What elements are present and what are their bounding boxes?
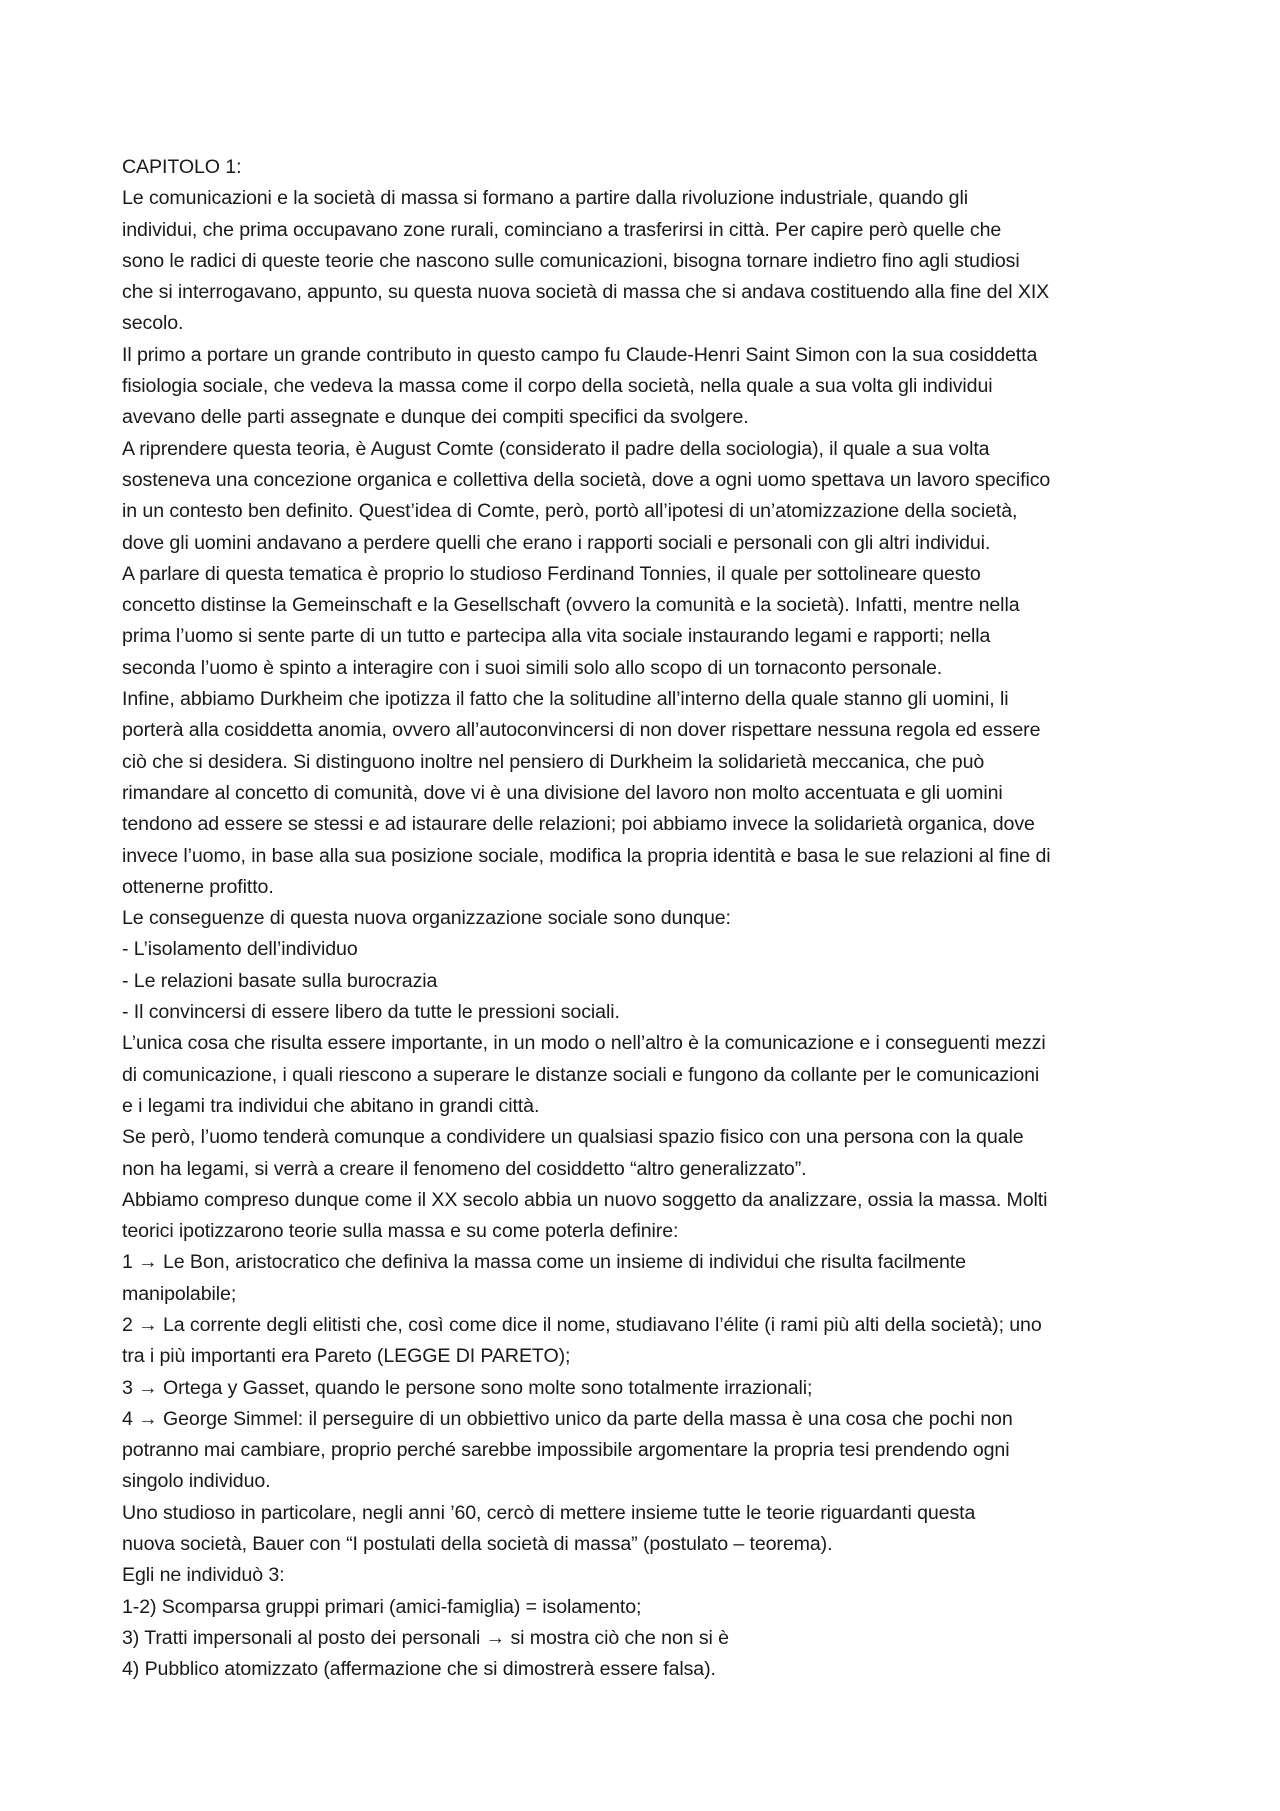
text-line: dove gli uomini andavano a perdere quelli che erano i rapporti sociali e personali con gli altri individui. bbox=[122, 531, 991, 554]
text-line: Infine, abbiamo Durkheim che ipotizza il fatto che la solitudine all’interno della quale stanno gli uomini, li bbox=[122, 688, 1009, 711]
text-line: A riprendere questa teoria, è August Comte (considerato il padre della sociologia), il quale a sua volta bbox=[122, 437, 990, 460]
text-line: L’unica cosa che risulta essere importante, in un modo o nell’altro è la comunicazione e i conseguenti mezzi bbox=[122, 1032, 1046, 1055]
text-line: teorici ipotizzarono teorie sulla massa e su come poterla definire: bbox=[122, 1220, 679, 1243]
text-line: Le conseguenze di questa nuova organizzazione sociale sono dunque: bbox=[122, 907, 731, 930]
text-line: 2 → La corrente degli elitisti che, così come dice il nome, studiavano l’élite (i rami più alti della società); uno bbox=[122, 1313, 1042, 1336]
text-line: 3 → Ortega y Gasset, quando le persone sono molte sono totalmente irrazionali; bbox=[122, 1376, 813, 1399]
text-line: 4 → George Simmel: il perseguire di un obbiettivo unico da parte della massa è una cosa che pochi non bbox=[122, 1407, 1013, 1430]
text-line: e i legami tra individui che abitano in grandi città. bbox=[122, 1094, 540, 1117]
text-line: concetto distinse la Gemeinschaft e la Gesellschaft (ovvero la comunità e la società). Infatti, mentre nella bbox=[122, 594, 1020, 617]
text-line: sosteneva una concezione organica e collettiva della società, dove a ogni uomo spettava un lavoro specifico bbox=[122, 468, 1051, 491]
text-line: manipolabile; bbox=[122, 1282, 237, 1305]
text-line: fisiologia sociale, che vedeva la massa come il corpo della società, nella quale a sua volta gli individui bbox=[122, 375, 993, 398]
text-line: sono le radici di queste teorie che nascono sulle comunicazioni, bisogna tornare indietro fino agli studiosi bbox=[122, 249, 1020, 272]
text-line: 1-2) Scomparsa gruppi primari (amici-famiglia) = isolamento; bbox=[122, 1595, 642, 1618]
text-line: 1 → Le Bon, aristocratico che definiva la massa come un insieme di individui che risulta facilmente bbox=[122, 1251, 966, 1274]
text-line: rimandare al concetto di comunità, dove vi è una divisione del lavoro non molto accentuata e gli uomini bbox=[122, 781, 1003, 804]
document-page bbox=[122, 152, 1172, 1686]
text-line: non ha legami, si verrà a creare il fenomeno del cosiddetto “altro generalizzato”. bbox=[122, 1157, 807, 1180]
text-line: di comunicazione, i quali riescono a superare le distanze sociali e fungono da collante per le comunicazioni bbox=[122, 1063, 1040, 1086]
text-line: Abbiamo compreso dunque come il XX secolo abbia un nuovo soggetto da analizzare, ossia la massa. Molti bbox=[122, 1188, 1048, 1211]
text-line: - Il convincersi di essere libero da tutte le pressioni sociali. bbox=[122, 1001, 620, 1024]
text-line: che si interrogavano, appunto, su questa nuova società di massa che si andava costituendo alla fine del XIX bbox=[122, 281, 1050, 304]
text-line: tra i più importanti era Pareto (LEGGE DI PARETO); bbox=[122, 1345, 571, 1368]
text-line: potranno mai cambiare, proprio perché sarebbe impossibile argomentare la propria tesi prendendo ogni bbox=[122, 1439, 1010, 1462]
text-line: Il primo a portare un grande contributo in questo campo fu Claude-Henri Saint Simon con la sua cosiddetta bbox=[122, 343, 1038, 366]
text-line: CAPITOLO 1: bbox=[122, 156, 242, 178]
text-line: avevano delle parti assegnate e dunque dei compiti specifici da svolgere. bbox=[122, 406, 749, 429]
text-line: 3) Tratti impersonali al posto dei personali → si mostra ciò che non si è bbox=[122, 1626, 729, 1649]
text-line: Se però, l’uomo tenderà comunque a condividere un qualsiasi spazio fisico con una persona con la quale bbox=[122, 1126, 1024, 1149]
text-line: ottenerne profitto. bbox=[122, 875, 274, 898]
text-line: - Le relazioni basate sulla burocrazia bbox=[122, 969, 438, 992]
text-line: nuova società, Bauer con “I postulati della società di massa” (postulato – teorema). bbox=[122, 1533, 833, 1556]
text-line: secolo. bbox=[122, 312, 184, 335]
text-line: singolo individuo. bbox=[122, 1470, 271, 1493]
text-line: seconda l’uomo è spinto a interagire con i suoi simili solo allo scopo di un tornaconto personale. bbox=[122, 656, 943, 679]
text-line: Uno studioso in particolare, negli anni ’60, cercò di mettere insieme tutte le teorie riguardanti questa bbox=[122, 1501, 976, 1524]
text-line: A parlare di questa tematica è proprio lo studioso Ferdinand Tonnies, il quale per sottolineare questo bbox=[122, 562, 981, 585]
text-line: individui, che prima occupavano zone rurali, cominciano a trasferirsi in città. Per capire però quelle che bbox=[122, 218, 1002, 241]
text-line: 4) Pubblico atomizzato (affermazione che si dimostrerà essere falsa). bbox=[122, 1658, 716, 1681]
text-line: prima l’uomo si sente parte di un tutto e partecipa alla vita sociale instaurando legami e rapporti; nella bbox=[122, 625, 991, 648]
text-line: tendono ad essere se stessi e ad istaurare delle relazioni; poi abbiamo invece la solidarietà organica, dove bbox=[122, 813, 1035, 836]
text-line: in un contesto ben definito. Quest’idea di Comte, però, portò all’ipotesi di un’atomizzazione della società, bbox=[122, 500, 1018, 523]
text-line: ciò che si desidera. Si distinguono inoltre nel pensiero di Durkheim la solidarietà meccanica, che può bbox=[122, 750, 985, 773]
text-line: Egli ne individuò 3: bbox=[122, 1564, 285, 1587]
text-line: invece l’uomo, in base alla sua posizione sociale, modifica la propria identità e basa le sue relazioni al fine di bbox=[122, 844, 1051, 867]
text-line: porterà alla cosiddetta anomia, ovvero all’autoconvincersi di non dover rispettare nessuna regola ed essere bbox=[122, 719, 1041, 742]
text-line: Le comunicazioni e la società di massa si formano a partire dalla rivoluzione industriale, quando gli bbox=[122, 187, 968, 210]
text-line: - L’isolamento dell’individuo bbox=[122, 938, 358, 961]
